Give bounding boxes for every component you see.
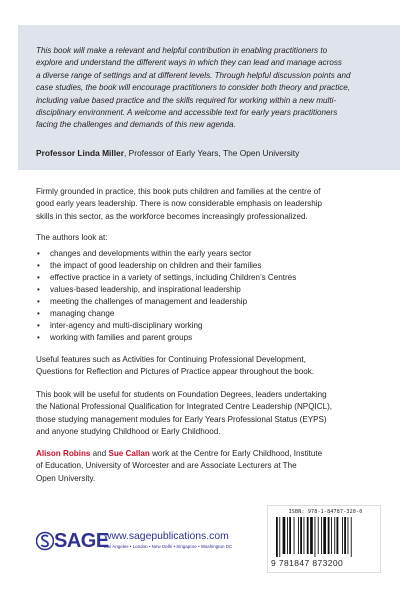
barcode-bar: [344, 517, 346, 554]
bullet-icon: •: [37, 249, 40, 258]
bullet-icon: •: [37, 273, 40, 282]
bullet-icon: •: [37, 333, 40, 342]
barcode-bar: [276, 517, 278, 557]
barcode-bar: [310, 517, 313, 554]
reviewer-role: , Professor of Early Years, The Open University: [123, 148, 300, 158]
publisher-cities: Los Angeles • London • New Delhi • Singapore • Washington DC: [104, 544, 233, 549]
list-item: • managing change: [37, 309, 115, 318]
publisher-url: www.sagepublications.com: [104, 531, 229, 542]
publisher-logo-text: SAGE: [54, 530, 109, 552]
reviewer-name: Professor Linda Miller: [36, 148, 124, 158]
barcode-bar: [279, 517, 280, 557]
sage-logo-icon: [36, 530, 54, 552]
barcode-bar: [348, 517, 349, 554]
barcode-icon: [276, 517, 374, 557]
barcode-bar: [342, 517, 343, 554]
bullet-icon: •: [37, 297, 40, 306]
barcode-bar: [328, 517, 330, 554]
barcode-bar: [315, 517, 316, 557]
review-attribution: [36, 147, 396, 159]
barcode-bar: [351, 517, 352, 557]
authors-paragraph: Alison Robins and Sue Callan work at the Centre for Early Childhood, Institute of Education, University of Worcester and are Associate Lecturers at The Open University.: [36, 449, 323, 483]
barcode-bar: [331, 517, 332, 554]
author-name: Alison Robins: [36, 449, 91, 458]
author-name: Sue Callan: [108, 449, 150, 458]
audience-paragraph: This book will be useful for students on Foundation Degrees, leaders undertaking the National Professional Qualification for Integrated Centre Leadership (NPQICL), those studying management modules for Early Years Professional Status (EYPS) and anyone studying Childhood or Early Childhood.: [36, 390, 333, 436]
list-item: • the impact of good leadership on children and their families: [37, 261, 262, 270]
list-item: • meeting the challenges of management and leadership: [37, 297, 248, 306]
list-item: • changes and developments within the early years sector: [37, 249, 252, 258]
barcode-bar: [323, 517, 326, 554]
bullet-icon: •: [37, 261, 40, 270]
barcode-bar: [334, 517, 335, 554]
bullet-icon: •: [37, 285, 40, 294]
intro-paragraph: Firmly grounded in practice, this book puts children and families at the centre of good early years leadership. There is now considerable emphasis on leadership skills in this sector, as the workforce becomes increasingly professionalized.: [36, 187, 322, 221]
barcode-bar: [307, 517, 309, 554]
isbn-text: ISBN: 978-1-84787-320-0: [288, 509, 363, 515]
barcode-bar: [304, 517, 305, 554]
review-quote: This book will make a relevant and helpful contribution in enabling practitioners to explore and understand the different ways in which they can lead and manage across a diverse range of settings and at different levels. Through helpful discussion points and case studies, the book will encourage practitioners to consider both theory and practice, including value based practice and the skills required for working within a new multi- disciplinary environment. A welcome and accessible text for early years practitioners facing the challenges and demands of this new agenda.: [36, 46, 351, 130]
barcode-bar: [337, 517, 339, 554]
list-heading: The authors look at:: [36, 233, 108, 242]
barcode-bar: [287, 517, 288, 554]
barcode-bar: [298, 517, 299, 554]
barcode-bar: [289, 517, 291, 554]
barcode-bar: [321, 517, 322, 554]
list-item: • working with families and parent groups: [37, 333, 193, 342]
barcode-digits: 9 781847 873200: [271, 558, 344, 568]
barcode-bar: [318, 517, 319, 554]
list-item: • inter-agency and multi-disciplinary working: [37, 321, 203, 330]
list-item: • effective practice in a variety of settings, including Children’s Centres: [37, 273, 297, 282]
bullet-icon: •: [37, 309, 40, 318]
bullet-icon: •: [37, 321, 40, 330]
barcode-bar: [283, 517, 286, 554]
list-item: • values-based leadership, and inspirational leadership: [37, 285, 241, 294]
features-paragraph: Useful features such as Activities for Continuing Professional Development, Questions for Reflection and Pictures of Practice appear throughout the book.: [36, 355, 315, 377]
barcode-bar: [300, 517, 302, 554]
topics-list: [36, 248, 386, 344]
barcode-bar: [294, 517, 295, 554]
